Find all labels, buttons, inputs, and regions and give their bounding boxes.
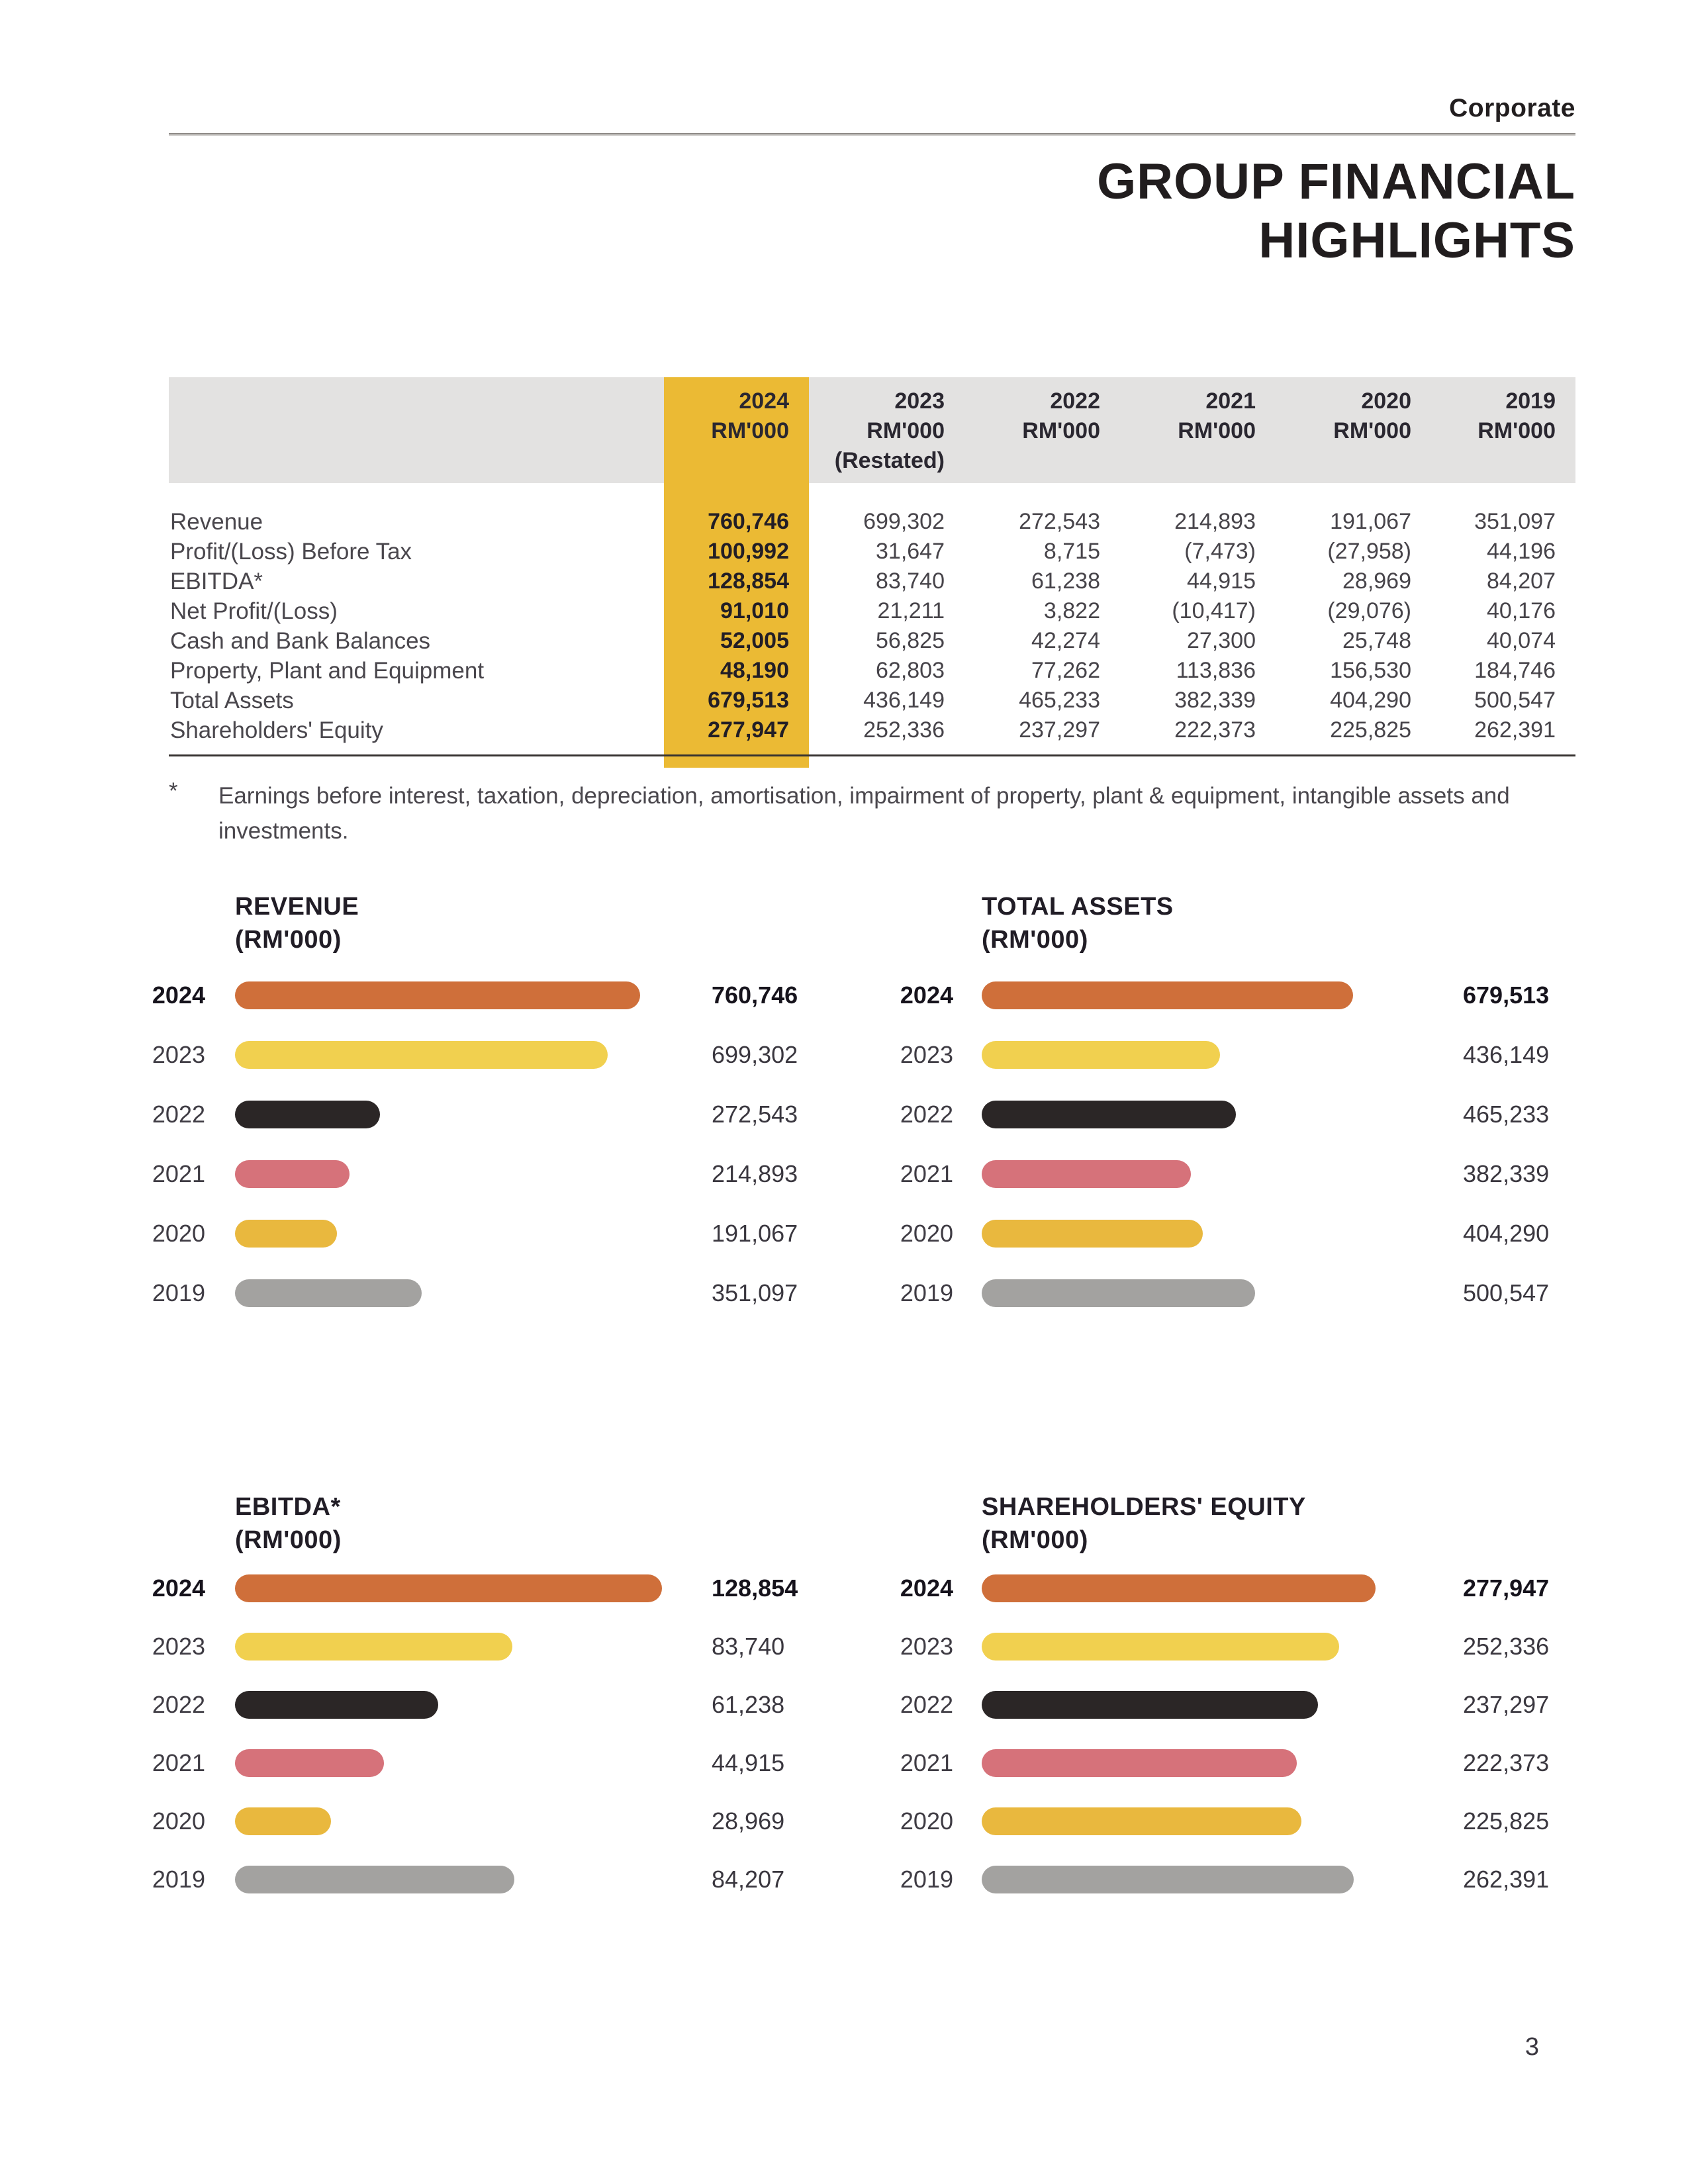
- value-cell-2021: (10,417): [1172, 598, 1256, 623]
- header-year: 2022: [1050, 388, 1100, 414]
- value-cell-2024: 128,854: [708, 569, 789, 594]
- footnote-marker: *: [169, 778, 178, 804]
- value-cell-2020: 28,969: [1342, 569, 1411, 594]
- chart-year-label: 2022: [900, 1691, 953, 1718]
- header-year: 2024: [739, 388, 789, 414]
- value-cell-2023: 62,803: [876, 658, 945, 683]
- value-cell-2020: 225,825: [1330, 717, 1411, 743]
- table-header-cell-2023: [809, 387, 964, 476]
- table-row: [169, 507, 1575, 537]
- chart-year-label: 2024: [900, 1574, 953, 1602]
- value-cell-2022: 8,715: [1043, 539, 1100, 564]
- chart-title-text: REVENUE: [235, 893, 359, 921]
- value-cell-2024: 679,513: [708, 688, 789, 713]
- table-header-cell-2020: [1276, 387, 1431, 476]
- value-cell-2020: (29,076): [1327, 598, 1411, 623]
- chart-year-label: 2021: [900, 1749, 953, 1776]
- value-cell-2023: 436,149: [863, 688, 945, 713]
- chart-year-label: 2020: [900, 1807, 953, 1835]
- chart-year-label: 2021: [152, 1160, 205, 1187]
- footnote: [169, 778, 1577, 848]
- chart-year-label: 2022: [900, 1101, 953, 1128]
- table-header-cell-2019: [1431, 387, 1575, 476]
- chart-title: [982, 1490, 1306, 1557]
- row-label: Revenue: [170, 508, 263, 535]
- chart-value-label: 699,302: [712, 1041, 798, 1068]
- chart-year-label: 2020: [152, 1220, 205, 1247]
- chart-row-2020: [0, 1807, 1688, 1835]
- row-label: Profit/(Loss) Before Tax: [170, 538, 412, 565]
- header-note: [1276, 446, 1411, 476]
- chart-bar-2023: [982, 1041, 1220, 1069]
- page-number: 3: [1524, 2033, 1539, 2061]
- value-cell-2021: (7,473): [1184, 539, 1256, 564]
- value-cell-2019: 351,097: [1474, 509, 1556, 534]
- table-body: [169, 507, 1575, 745]
- header-year: 2023: [894, 388, 945, 414]
- chart-year-label: 2019: [152, 1866, 205, 1893]
- chart-unit-text: (RM'000): [235, 1526, 342, 1554]
- value-cell-2021: 214,893: [1174, 509, 1256, 534]
- header-note: [1120, 446, 1256, 476]
- chart-value-label: 214,893: [712, 1160, 798, 1187]
- chart-unit-text: (RM'000): [982, 926, 1088, 954]
- chart-year-label: 2023: [152, 1041, 205, 1068]
- value-cell-2024: 100,992: [708, 539, 789, 564]
- chart-bar-2024: [982, 981, 1353, 1009]
- chart-year-label: 2022: [152, 1101, 205, 1128]
- chart-value-label: 222,373: [1463, 1749, 1550, 1776]
- chart-bar-2020: [982, 1220, 1203, 1248]
- chart-value-label: 277,947: [1463, 1574, 1550, 1602]
- chart-value-label: 404,290: [1463, 1220, 1550, 1247]
- chart-row-2023: [0, 1633, 1688, 1661]
- chart-row-2023: [0, 1041, 1688, 1069]
- chart-title-text: EBITDA*: [235, 1493, 341, 1521]
- chart-year-label: 2023: [152, 1633, 205, 1660]
- chart-year-label: 2020: [152, 1807, 205, 1835]
- footnote-text: Earnings before interest, taxation, depreciation, amortisation, impairment of property, plant & equipment, intangible assets and investments.: [218, 783, 1510, 844]
- chart-row-2022: [0, 1691, 1688, 1719]
- chart-value-label: 679,513: [1463, 981, 1550, 1009]
- value-cell-2019: 44,196: [1487, 539, 1556, 564]
- chart-row-2019: [0, 1866, 1688, 1893]
- value-cell-2020: 25,748: [1342, 628, 1411, 653]
- header-note: [1431, 446, 1556, 476]
- row-label: Cash and Bank Balances: [170, 627, 431, 654]
- chart-year-label: 2024: [152, 1574, 205, 1602]
- table-bottom-rule: [169, 754, 1575, 756]
- chart-value-label: 84,207: [712, 1866, 785, 1893]
- value-cell-2024: 760,746: [708, 509, 789, 534]
- chart-year-label: 2019: [152, 1279, 205, 1306]
- chart-row-2022: [0, 1101, 1688, 1128]
- row-label: Total Assets: [170, 687, 294, 713]
- table-header-cell-2022: [964, 387, 1120, 476]
- chart-value-label: 44,915: [712, 1749, 785, 1776]
- chart-value-label: 28,969: [712, 1807, 785, 1835]
- value-cell-2022: 465,233: [1019, 688, 1100, 713]
- value-cell-2020: 404,290: [1330, 688, 1411, 713]
- chart-value-label: 465,233: [1463, 1101, 1550, 1128]
- value-cell-2023: 56,825: [876, 628, 945, 653]
- table-corner-cell: [169, 387, 664, 476]
- chart-title: [235, 890, 359, 956]
- value-cell-2024: 52,005: [720, 628, 789, 653]
- chart-year-label: 2019: [900, 1866, 953, 1893]
- chart-year-label: 2021: [900, 1160, 953, 1187]
- value-cell-2022: 3,822: [1043, 598, 1100, 623]
- value-cell-2019: 84,207: [1487, 569, 1556, 594]
- chart-value-label: 237,297: [1463, 1691, 1550, 1718]
- page-title-line2: HIGHLIGHTS: [1258, 212, 1575, 269]
- value-cell-2019: 40,074: [1487, 628, 1556, 653]
- header-rule: [169, 133, 1575, 136]
- chart-value-label: 351,097: [712, 1279, 798, 1306]
- header-note: [664, 446, 789, 476]
- value-cell-2019: 500,547: [1474, 688, 1556, 713]
- value-cell-2019: 184,746: [1474, 658, 1556, 683]
- value-cell-2024: 277,947: [708, 717, 789, 743]
- chart-bar-2020: [982, 1807, 1301, 1835]
- value-cell-2020: (27,958): [1327, 539, 1411, 564]
- chart-value-label: 191,067: [712, 1220, 798, 1247]
- header-year: 2020: [1361, 388, 1411, 414]
- chart-bar-2022: [982, 1101, 1236, 1128]
- value-cell-2022: 61,238: [1031, 569, 1100, 594]
- chart-title-text: SHAREHOLDERS' EQUITY: [982, 1493, 1306, 1521]
- table-row: [169, 715, 1575, 745]
- chart-bar-2024: [982, 1574, 1376, 1602]
- value-cell-2023: 31,647: [876, 539, 945, 564]
- value-cell-2024: 91,010: [720, 598, 789, 623]
- chart-value-label: 436,149: [1463, 1041, 1550, 1068]
- chart-year-label: 2020: [900, 1220, 953, 1247]
- value-cell-2020: 191,067: [1330, 509, 1411, 534]
- value-cell-2021: 113,836: [1176, 658, 1256, 683]
- chart-year-label: 2023: [900, 1041, 953, 1068]
- value-cell-2023: 699,302: [863, 509, 945, 534]
- chart-row-2024: [0, 981, 1688, 1009]
- header-unit: RM'000: [867, 418, 945, 443]
- chart-value-label: 61,238: [712, 1691, 785, 1718]
- chart-value-label: 252,336: [1463, 1633, 1550, 1660]
- page-title: [1097, 152, 1575, 270]
- chart-value-label: 382,339: [1463, 1160, 1550, 1187]
- value-cell-2019: 40,176: [1487, 598, 1556, 623]
- value-cell-2021: 27,300: [1187, 628, 1256, 653]
- chart-value-label: 128,854: [712, 1574, 798, 1602]
- row-label: Property, Plant and Equipment: [170, 657, 485, 684]
- value-cell-2021: 222,373: [1174, 717, 1256, 743]
- chart-value-label: 83,740: [712, 1633, 785, 1660]
- row-label: EBITDA*: [170, 568, 263, 594]
- header-unit: RM'000: [711, 418, 789, 443]
- header-unit: RM'000: [1022, 418, 1100, 443]
- chart-value-label: 272,543: [712, 1101, 798, 1128]
- chart-title: [235, 1490, 342, 1557]
- chart-bar-2023: [982, 1633, 1339, 1661]
- value-cell-2019: 262,391: [1474, 717, 1556, 743]
- chart-row-2021: [0, 1160, 1688, 1188]
- table-row: [169, 596, 1575, 626]
- chart-unit-text: (RM'000): [235, 926, 342, 954]
- header-unit: RM'000: [1178, 418, 1256, 443]
- chart-title: [982, 890, 1174, 956]
- table-header-cell-2021: [1120, 387, 1276, 476]
- chart-bar-2021: [982, 1749, 1297, 1777]
- section-label: Corporate: [1449, 94, 1575, 122]
- chart-unit-text: (RM'000): [982, 1526, 1088, 1554]
- chart-row-2020: [0, 1220, 1688, 1248]
- header-note: [964, 446, 1100, 476]
- chart-value-label: 262,391: [1463, 1866, 1550, 1893]
- chart-bar-2022: [982, 1691, 1318, 1719]
- chart-bar-2021: [982, 1160, 1191, 1188]
- row-label: Net Profit/(Loss): [170, 598, 338, 624]
- financial-highlights-table: [169, 377, 1575, 774]
- header-note: (Restated): [834, 448, 945, 473]
- value-cell-2022: 237,297: [1019, 717, 1100, 743]
- chart-value-label: 500,547: [1463, 1279, 1550, 1306]
- value-cell-2023: 21,211: [877, 598, 945, 623]
- table-header-row: [169, 387, 1575, 476]
- chart-row-2021: [0, 1749, 1688, 1777]
- chart-row-2019: [0, 1279, 1688, 1307]
- chart-year-label: 2022: [152, 1691, 205, 1718]
- chart-year-label: 2021: [152, 1749, 205, 1776]
- header-year: 2019: [1505, 388, 1556, 414]
- chart-value-label: 760,746: [712, 981, 798, 1009]
- chart-year-label: 2024: [900, 981, 953, 1009]
- value-cell-2021: 44,915: [1187, 569, 1256, 594]
- page-title-line1: GROUP FINANCIAL: [1097, 154, 1575, 210]
- chart-bar-2019: [982, 1279, 1255, 1307]
- table-row: [169, 626, 1575, 656]
- table-row: [169, 537, 1575, 567]
- table-row: [169, 656, 1575, 686]
- chart-year-label: 2019: [900, 1279, 953, 1306]
- chart-value-label: 225,825: [1463, 1807, 1550, 1835]
- chart-row-2024: [0, 1574, 1688, 1602]
- chart-title-text: TOTAL ASSETS: [982, 893, 1174, 921]
- chart-year-label: 2024: [152, 981, 205, 1009]
- value-cell-2023: 83,740: [876, 569, 945, 594]
- row-label: Shareholders' Equity: [170, 717, 383, 743]
- value-cell-2021: 382,339: [1174, 688, 1256, 713]
- value-cell-2022: 77,262: [1031, 658, 1100, 683]
- value-cell-2022: 42,274: [1031, 628, 1100, 653]
- table-row: [169, 567, 1575, 596]
- header-unit: RM'000: [1333, 418, 1411, 443]
- header-year: 2021: [1205, 388, 1256, 414]
- table-row: [169, 686, 1575, 715]
- value-cell-2020: 156,530: [1330, 658, 1411, 683]
- value-cell-2024: 48,190: [720, 658, 789, 683]
- value-cell-2023: 252,336: [863, 717, 945, 743]
- table-header-cell-2024: [664, 387, 809, 476]
- header-unit: RM'000: [1477, 418, 1556, 443]
- value-cell-2022: 272,543: [1019, 509, 1100, 534]
- chart-bar-2019: [982, 1866, 1354, 1893]
- chart-year-label: 2023: [900, 1633, 953, 1660]
